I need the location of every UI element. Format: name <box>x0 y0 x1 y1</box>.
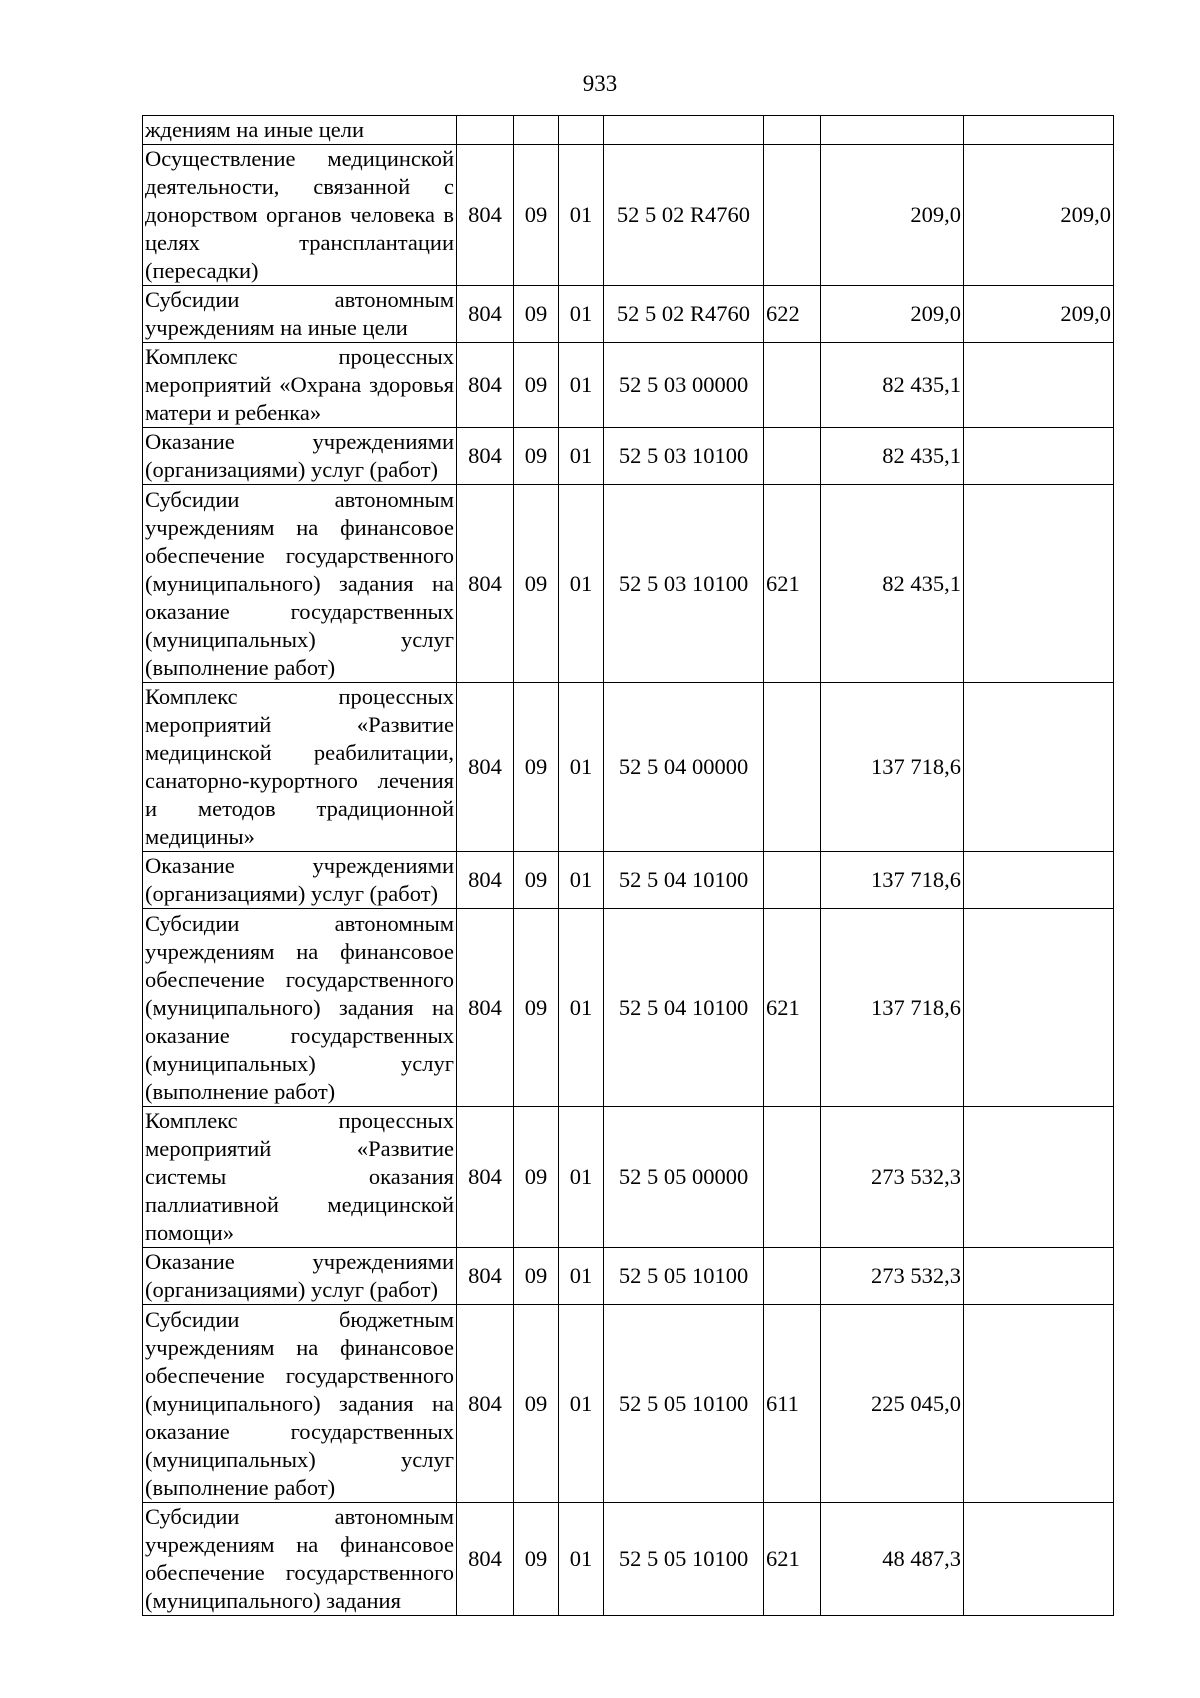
table-row <box>143 1107 1114 1248</box>
csr-cell: 52 5 05 00000 <box>604 1107 764 1248</box>
row-description: Комплекс процессных мероприятий «Развитие медицинской реабилитации, санаторно-курортного лечения и методов традиционной медицины» <box>143 683 457 852</box>
ved-cell: 804 <box>457 145 514 286</box>
row-description: Оказание учреждениями (организациями) услуг (работ) <box>143 1248 457 1305</box>
sum-second-cell <box>964 1503 1114 1616</box>
table-row <box>143 852 1114 909</box>
pr-cell: 01 <box>559 909 604 1107</box>
ved-cell: 804 <box>457 1305 514 1503</box>
page-number: 933 <box>582 71 618 96</box>
sum-first-cell: 137 718,6 <box>821 683 964 852</box>
vr-cell: 622 <box>764 286 821 343</box>
csr-cell: 52 5 05 10100 <box>604 1503 764 1616</box>
sum-first-cell: 82 435,1 <box>821 428 964 485</box>
rz-cell: 09 <box>514 1248 559 1305</box>
pr-cell: 01 <box>559 1107 604 1248</box>
budget-table <box>142 115 1114 1616</box>
row-description: Субсидии автономным учреждениям на иные цели <box>143 286 457 343</box>
ved-cell: 804 <box>457 485 514 683</box>
row-description: Субсидии бюджетным учреждениям на финансовое обеспечение государственного (муниципального) задания на оказание государственных (муниципальных) услуг (выполнение работ) <box>143 1305 457 1503</box>
table-row <box>143 116 1114 145</box>
rz-cell: 09 <box>514 1107 559 1248</box>
rz-cell: 09 <box>514 428 559 485</box>
vr-cell <box>764 428 821 485</box>
ved-cell: 804 <box>457 1107 514 1248</box>
csr-cell: 52 5 02 R4760 <box>604 145 764 286</box>
sum-second-cell <box>964 1248 1114 1305</box>
sum-second-cell <box>964 683 1114 852</box>
ved-cell: 804 <box>457 1503 514 1616</box>
csr-cell: 52 5 05 10100 <box>604 1248 764 1305</box>
row-description: Оказание учреждениями (организациями) услуг (работ) <box>143 852 457 909</box>
pr-cell: 01 <box>559 485 604 683</box>
pr-cell: 01 <box>559 852 604 909</box>
sum-second-cell <box>964 852 1114 909</box>
vr-cell: 621 <box>764 485 821 683</box>
row-description: Субсидии автономным учреждениям на финансовое обеспечение государственного (муниципального) задания на оказание государственных (муниципальных) услуг (выполнение работ) <box>143 909 457 1107</box>
rz-cell: 09 <box>514 683 559 852</box>
vr-cell <box>764 145 821 286</box>
csr-cell: 52 5 05 10100 <box>604 1305 764 1503</box>
table-row <box>143 683 1114 852</box>
csr-cell: 52 5 03 10100 <box>604 485 764 683</box>
sum-first-cell: 137 718,6 <box>821 909 964 1107</box>
rz-cell: 09 <box>514 485 559 683</box>
sum-second-cell <box>964 1107 1114 1248</box>
sum-first-cell: 48 487,3 <box>821 1503 964 1616</box>
rz-cell <box>514 116 559 145</box>
ved-cell: 804 <box>457 909 514 1107</box>
ved-cell: 804 <box>457 1248 514 1305</box>
csr-cell: 52 5 04 00000 <box>604 683 764 852</box>
ved-cell: 804 <box>457 428 514 485</box>
sum-second-cell <box>964 1305 1114 1503</box>
row-description: Осуществление медицинской деятельности, связанной с донорством органов человека в целях трансплантации (пересадки) <box>143 145 457 286</box>
sum-second-cell <box>964 428 1114 485</box>
vr-cell <box>764 1248 821 1305</box>
rz-cell: 09 <box>514 1503 559 1616</box>
sum-first-cell: 225 045,0 <box>821 1305 964 1503</box>
csr-cell: 52 5 03 10100 <box>604 428 764 485</box>
csr-cell <box>604 116 764 145</box>
sum-second-cell <box>964 909 1114 1107</box>
pr-cell: 01 <box>559 286 604 343</box>
rz-cell: 09 <box>514 909 559 1107</box>
sum-first-cell: 82 435,1 <box>821 343 964 428</box>
ved-cell: 804 <box>457 286 514 343</box>
ved-cell: 804 <box>457 343 514 428</box>
vr-cell: 611 <box>764 1305 821 1503</box>
pr-cell: 01 <box>559 145 604 286</box>
sum-second-cell <box>964 116 1114 145</box>
sum-second-cell: 209,0 <box>964 145 1114 286</box>
ved-cell: 804 <box>457 852 514 909</box>
csr-cell: 52 5 04 10100 <box>604 909 764 1107</box>
sum-first-cell: 209,0 <box>821 145 964 286</box>
rz-cell: 09 <box>514 1305 559 1503</box>
ved-cell: 804 <box>457 683 514 852</box>
pr-cell: 01 <box>559 343 604 428</box>
ved-cell <box>457 116 514 145</box>
row-description: Комплекс процессных мероприятий «Охрана здоровья матери и ребенка» <box>143 343 457 428</box>
sum-second-cell: 209,0 <box>964 286 1114 343</box>
pr-cell: 01 <box>559 1305 604 1503</box>
pr-cell <box>559 116 604 145</box>
table-row <box>143 428 1114 485</box>
rz-cell: 09 <box>514 343 559 428</box>
csr-cell: 52 5 02 R4760 <box>604 286 764 343</box>
table-row <box>143 909 1114 1107</box>
rz-cell: 09 <box>514 286 559 343</box>
csr-cell: 52 5 03 00000 <box>604 343 764 428</box>
table-row <box>143 1248 1114 1305</box>
pr-cell: 01 <box>559 1248 604 1305</box>
sum-second-cell <box>964 343 1114 428</box>
pr-cell: 01 <box>559 683 604 852</box>
table-row <box>143 1305 1114 1503</box>
rz-cell: 09 <box>514 145 559 286</box>
sum-first-cell: 137 718,6 <box>821 852 964 909</box>
table-row <box>143 286 1114 343</box>
vr-cell <box>764 1107 821 1248</box>
vr-cell <box>764 343 821 428</box>
table-row <box>143 485 1114 683</box>
row-description: ждениям на иные цели <box>143 116 457 145</box>
vr-cell <box>764 852 821 909</box>
sum-first-cell: 273 532,3 <box>821 1107 964 1248</box>
table-row <box>143 343 1114 428</box>
vr-cell <box>764 116 821 145</box>
csr-cell: 52 5 04 10100 <box>604 852 764 909</box>
pr-cell: 01 <box>559 428 604 485</box>
vr-cell <box>764 683 821 852</box>
row-description: Субсидии автономным учреждениям на финансовое обеспечение государственного (муниципального) задания на оказание государственных (муниципальных) услуг (выполнение работ) <box>143 485 457 683</box>
sum-second-cell <box>964 485 1114 683</box>
table-row <box>143 145 1114 286</box>
vr-cell: 621 <box>764 909 821 1107</box>
row-description: Комплекс процессных мероприятий «Развитие системы оказания паллиативной медицинской помощи» <box>143 1107 457 1248</box>
pr-cell: 01 <box>559 1503 604 1616</box>
row-description: Оказание учреждениями (организациями) услуг (работ) <box>143 428 457 485</box>
sum-first-cell: 273 532,3 <box>821 1248 964 1305</box>
sum-first-cell: 82 435,1 <box>821 485 964 683</box>
table-row <box>143 1503 1114 1616</box>
rz-cell: 09 <box>514 852 559 909</box>
sum-first-cell: 209,0 <box>821 286 964 343</box>
vr-cell: 621 <box>764 1503 821 1616</box>
sum-first-cell <box>821 116 964 145</box>
row-description: Субсидии автономным учреждениям на финансовое обеспечение государственного (муниципального) задания <box>143 1503 457 1616</box>
